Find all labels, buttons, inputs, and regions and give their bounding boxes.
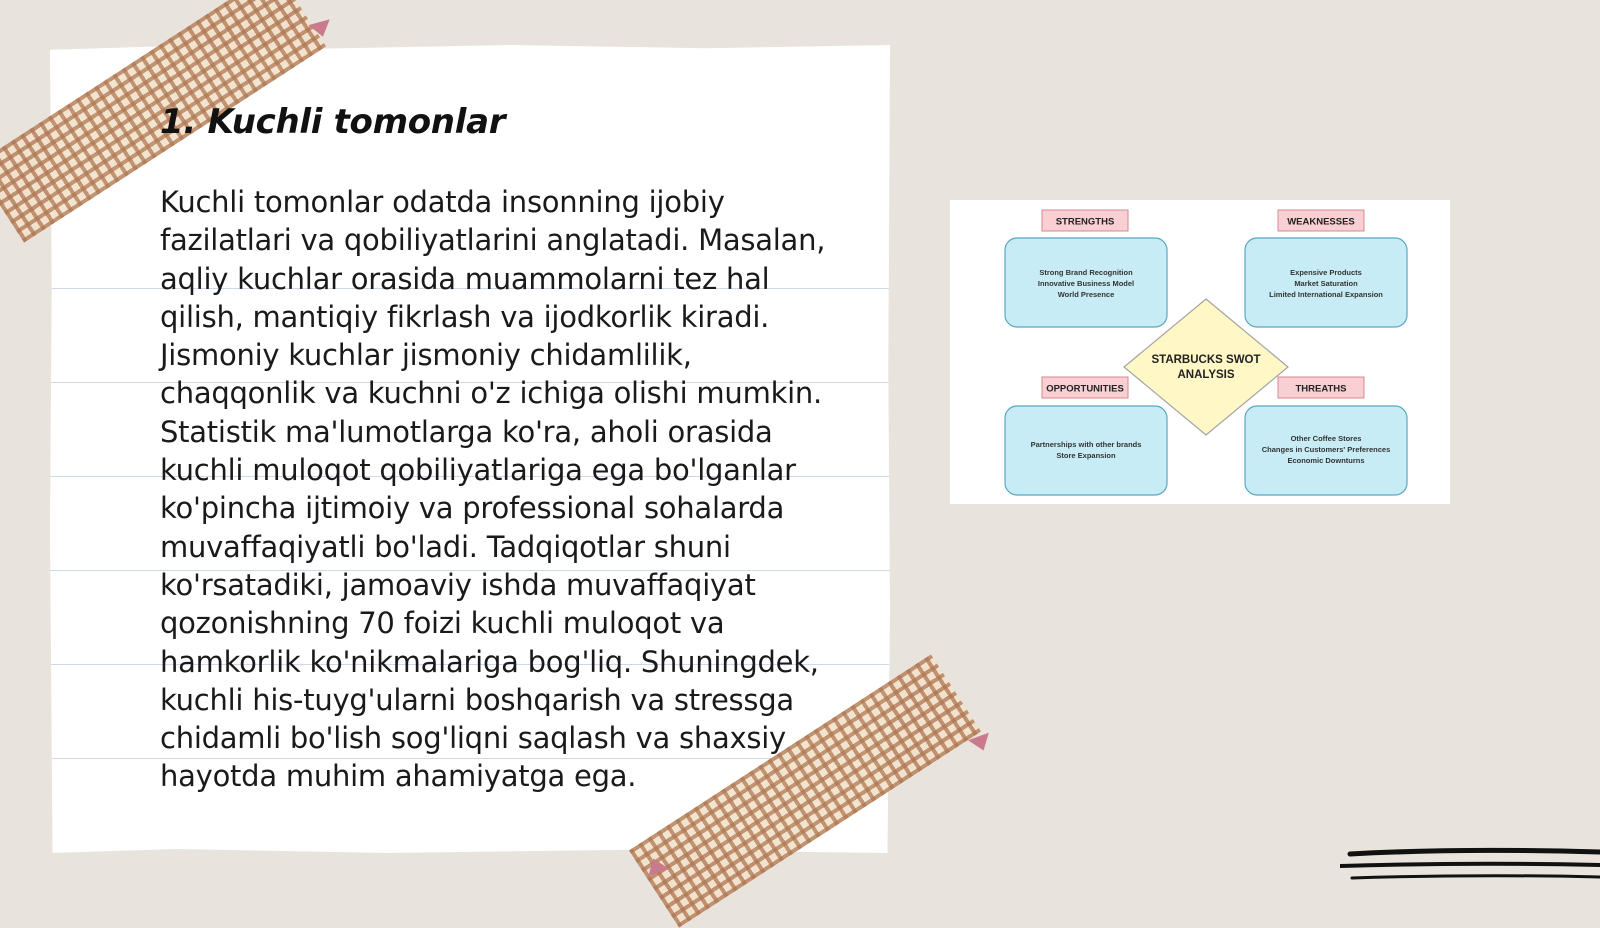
slide-body-text: Kuchli tomonlar odatda insonning ijobiy fazilatlari va qobiliyatlarini anglatadi. Masalan, aqliy kuchlar orasida muammolarni tez hal qilish, mantiqiy fikrlash va ijodkorlik kiradi. Jismoniy kuchlar jismoniy chidamlilik, chaqqonlik va kuchni o'z ichiga olishi mumkin. Statistik ma'lumotlarga ko'ra, aholi orasida kuchli muloqot qobiliyatlariga ega bo'lganlar ko'pincha ijtimoiy va professional sohalarda muvaffaqiyatli bo'ladi. Tadqiqotlar shuni ko'rsatadiki, jamoaviy ishda muvaffaqiyat qozonishning 70 foizi kuchli muloqot va hamkorlik ko'nikmalariga bog'liq. Shuningdek, kuchli his-tuyg'ularni boshqarish va stressga chidamli bo'lish sog'liqni saqlash va shaxsiy hayotda muhim ahamiyatga ega. xyxy=(160,185,826,794)
center-title: STARBUCKS SWOT xyxy=(1151,354,1261,366)
pin-icon xyxy=(308,19,333,39)
decorative-brush-lines xyxy=(1340,840,1600,900)
opportunities-item: Store Expansion xyxy=(1056,451,1116,460)
strengths-item: Innovative Business Model xyxy=(1037,279,1135,288)
threats-item: Economic Downturns xyxy=(1287,456,1365,465)
threats-item: Changes in Customers' Preferences xyxy=(1261,445,1391,454)
swot-diagram-svg xyxy=(950,200,1450,504)
weaknesses-item: Expensive Products xyxy=(1290,268,1362,277)
brush-line xyxy=(1350,850,1600,854)
threats-label: THREATHS xyxy=(1295,383,1347,395)
swot-diagram xyxy=(950,200,1450,504)
weaknesses-item: Market Saturation xyxy=(1294,279,1358,288)
strengths-item: World Presence xyxy=(1057,290,1115,299)
strengths-item: Strong Brand Recognition xyxy=(1039,268,1133,277)
slide-heading: 1. Kuchli tomonlar xyxy=(160,102,506,142)
weaknesses-label: WEAKNESSES xyxy=(1287,216,1355,228)
threats-item: Other Coffee Stores xyxy=(1290,434,1362,443)
opportunities-label: OPPORTUNITIES xyxy=(1046,383,1124,395)
opportunities-item: Partnerships with other brands xyxy=(1030,440,1142,449)
center-title: ANALYSIS xyxy=(1177,369,1235,381)
brush-line xyxy=(1340,864,1600,866)
brush-line xyxy=(1352,876,1600,878)
weaknesses-item: Limited International Expansion xyxy=(1269,290,1383,299)
strengths-label: STRENGTHS xyxy=(1055,216,1115,228)
